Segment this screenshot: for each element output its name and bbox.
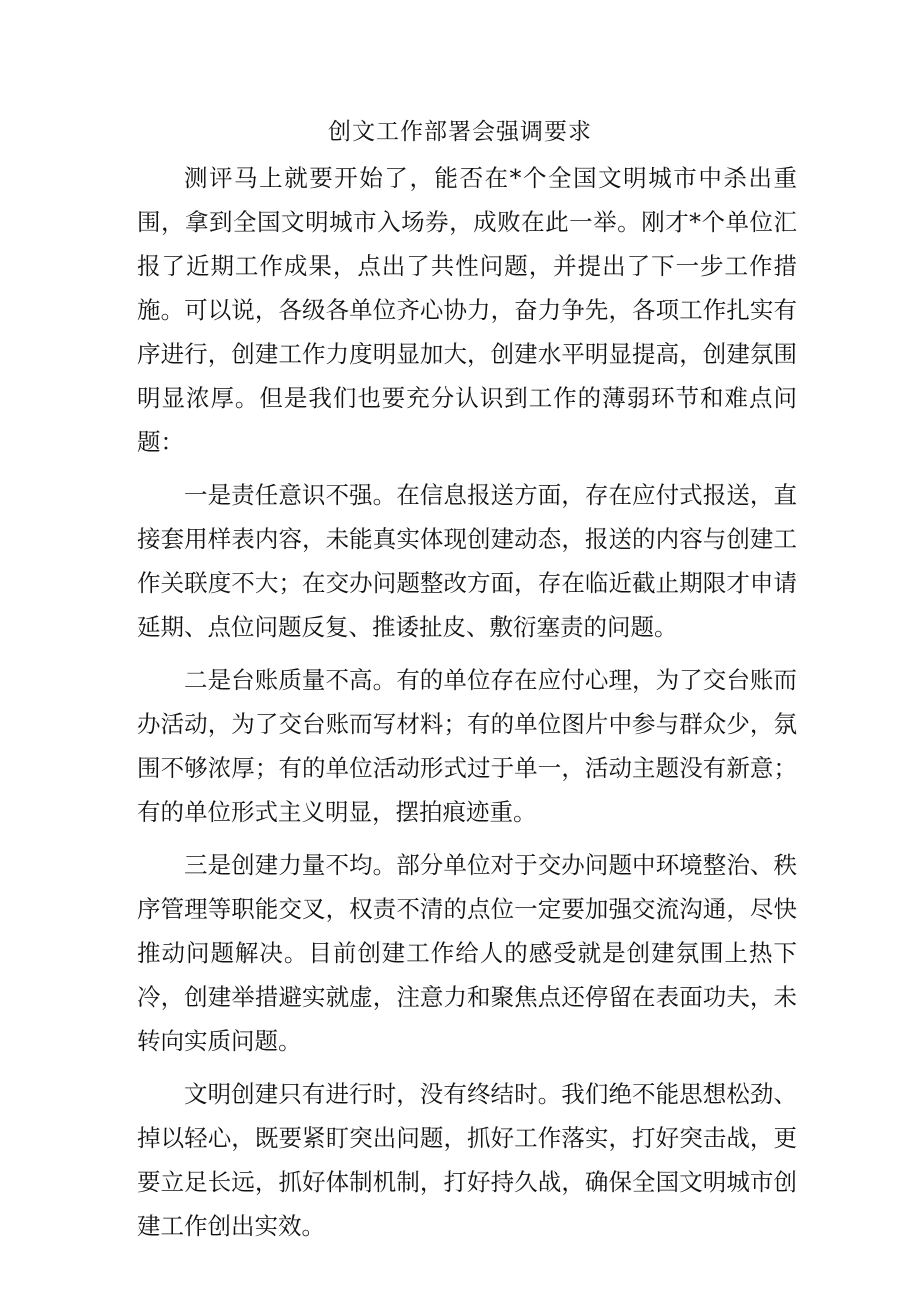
paragraph-intro: 测评马上就要开始了，能否在*个全国文明城市中杀出重围，拿到全国文明城市入场券，成败在此一举。刚才*个单位汇报了近期工作成果，点出了共性问题，并提出了下一步工作措施。可以说，各级各单位齐心协力，奋力争先，各项工作扎实有序进行，创建工作力度明显加大，创建水平明显提高，创建氛围明显浓厚。但是我们也要充分认识到工作的薄弱环节和难点问题：: [137, 164, 797, 456]
paragraph-point-one: 一是责任意识不强。在信息报送方面，存在应付式报送，直接套用样表内容，未能真实体现创建动态，报送的内容与创建工作关联度不大；在交办问题整改方面，存在临近截止期限才申请延期、点位问题反复、推诿扯皮、敷衍塞责的问题。: [137, 481, 797, 641]
document-title: 创文工作部署会强调要求: [328, 119, 592, 145]
paragraph-conclusion: 文明创建只有进行时，没有终结时。我们绝不能思想松劲、掉以轻心，既要紧盯突出问题，抓好工作落实，打好突击战，更要立足长远，抓好体制机制，打好持久战，确保全国文明城市创建工作创出实效。: [137, 1080, 797, 1240]
document-body: [137, 156, 797, 1257]
paragraph-point-two: 二是台账质量不高。有的单位存在应付心理，为了交台账而办活动，为了交台账而写材料；有的单位图片中参与群众少，氛围不够浓厚；有的单位活动形式过于单一，活动主题没有新意；有的单位形式主义明显，摆拍痕迹重。: [137, 666, 797, 826]
paragraph-point-three: 三是创建力量不均。部分单位对于交办问题中环境整治、秩序管理等职能交叉，权责不清的点位一定要加强交流沟通，尽快推动问题解决。目前创建工作给人的感受就是创建氛围上热下冷，创建举措避实就虚，注意力和聚焦点还停留在表面功夫，未转向实质问题。: [137, 851, 797, 1055]
